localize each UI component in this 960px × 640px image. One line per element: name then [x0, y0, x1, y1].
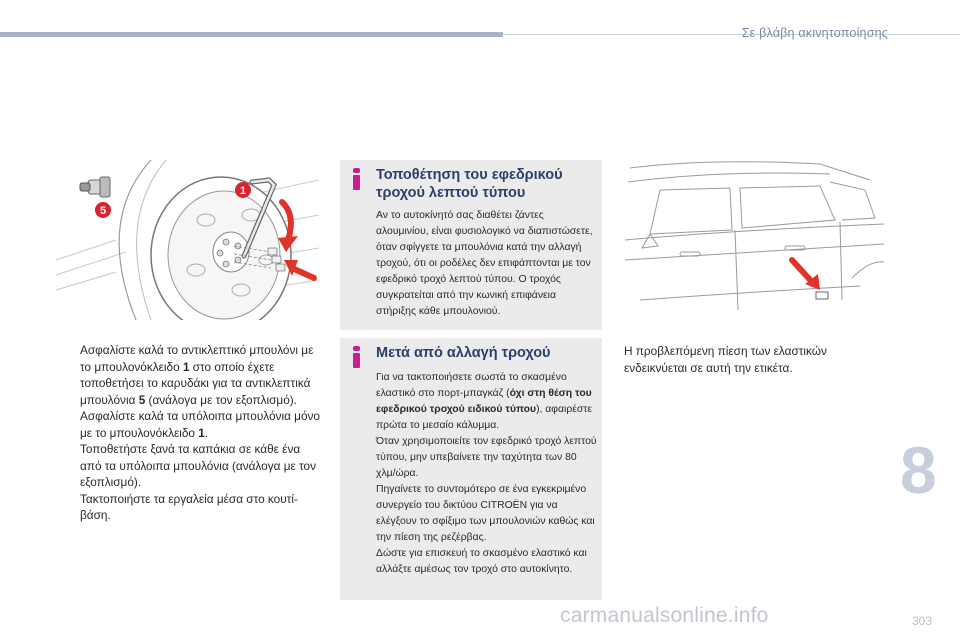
wheel-bolt-illustration — [56, 160, 319, 320]
watermark: carmanualsonline.info — [560, 604, 769, 627]
car-door-label-illustration — [620, 160, 884, 320]
label-arrow — [792, 260, 812, 282]
instruction-item-3: Τοποθετήστε ξανά τα καπάκια σε κάθε ένα από τα υπόλοιπα μπουλόνια (ανάλογα με τον εξοπλισμό). — [80, 442, 316, 489]
instruction-list — [58, 342, 320, 524]
car-outline — [625, 162, 884, 310]
chapter-number: 8 — [900, 433, 937, 507]
header-bar — [0, 32, 503, 37]
tyre-pressure-caption: Η προβλεπόμενη πίεση των ελαστικών ενδεικνύεται σε αυτή την ετικέτα. — [624, 344, 827, 375]
wheel-arch — [119, 160, 151, 320]
info-box-spare-wheel — [340, 160, 602, 330]
info-box-after-change — [340, 338, 602, 600]
callout-1: 1 — [239, 185, 247, 197]
info-icon — [350, 168, 362, 190]
info-box-body: Αν το αυτοκίνητό σας διαθέτει ζάντες αλουμινίου, είναι φυσιολογικό να διαπιστώσετε, όταν σφίγγετε τα μπουλόνια κατά την αλλαγή τροχού, ότι οι ροδέλες δεν επιφάπτονται με τον εφεδρικό τροχό λεπτού τύπου. Ο τροχός συγκρατείται από την κωνική επιφάνεια στήριξης κάθε μπουλονιού. — [376, 210, 593, 317]
header-rule — [503, 34, 960, 35]
info-box-title: Τοποθέτηση του εφεδρικού τροχού λεπτού τύπου — [376, 167, 563, 201]
instruction-item-1: Ασφαλίστε καλά το αντικλεπτικό μπουλόνι με το μπουλονόκλειδο 1 στο οποίο έχετε τοποθετήσει το καρυδάκι για τα αντικλεπτικά μπουλόνια 5 (ανάλογα με τον εξοπλισμό). — [80, 343, 314, 407]
instruction-item-2: Ασφαλίστε καλά τα υπόλοιπα μπουλόνια μόνο με το μπουλονόκλειδο 1. — [80, 409, 320, 440]
instruction-item-4: Τακτοποιήστε τα εργαλεία μέσα στο κουτί-βάση. — [80, 491, 298, 522]
tyre-pressure-label — [816, 292, 828, 299]
callout-5: 5 — [99, 205, 107, 217]
anti-theft-socket — [80, 177, 110, 197]
car-drawing — [620, 160, 884, 320]
section-title: Σε βλάβη ακινητοποίησης — [741, 26, 888, 40]
page-number: 303 — [912, 614, 933, 628]
info-icon — [350, 346, 362, 368]
wheel-bolt-drawing — [56, 160, 319, 320]
info-box-title: Μετά από αλλαγή τροχού — [376, 345, 551, 361]
push-arrow — [292, 268, 314, 278]
info-box-body: Για να τακτοποιήσετε σωστά το σκασμένο ελαστικό στο πορτ-μπαγκάζ (όχι στη θέση του εφεδρικού τροχού ειδικού τύπου), αφαιρέστε πρώτα το μεσαίο κάλυμμα. Όταν χρησιμοποιείτε τον εφεδρικό τροχό λεπτού τύπου, μην υπεβαίνετε την ταχύτητα των 80 χλμ/ώρα. Πηγαίνετε το συντομότερο σε ένα εγκεκριμένο συνεργείο του δικτύου CITROËN για να ελέγξουν το σφίξιμο των μπουλονιών καθώς και την πίεση της ρεζέρβας. Δώστε για επισκευή το σκασμένο ελαστικό και αλλάξτε αμέσως τον τροχό στο αυτοκίνητο. — [376, 372, 597, 575]
